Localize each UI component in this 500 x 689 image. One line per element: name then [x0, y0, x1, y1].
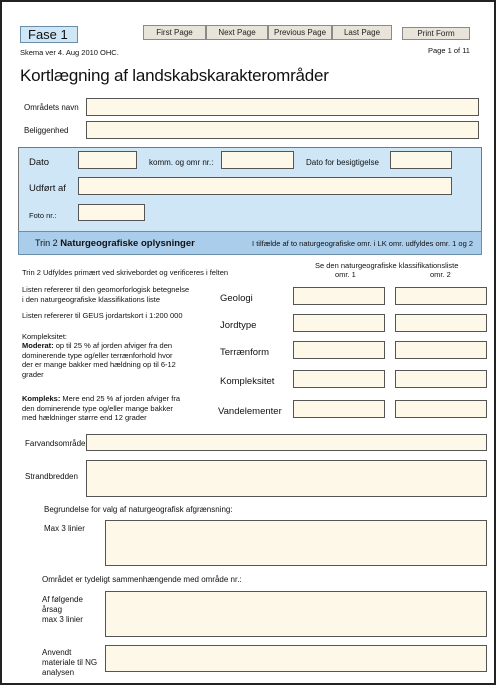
soil-type-label: Jordtype	[220, 320, 257, 331]
registration-panel	[18, 147, 482, 237]
performed-by-field[interactable]	[78, 177, 452, 195]
location-field[interactable]	[86, 121, 479, 139]
water-elements-label: Vandelementer	[218, 406, 282, 417]
area-name-label: Områdets navn	[24, 103, 79, 112]
section-note: I tilfælde af to naturgeografiske omr. i LK omr. udfyldes omr. 1 og 2	[252, 239, 473, 248]
area-name-field[interactable]	[86, 98, 479, 116]
moderate-description	[22, 341, 222, 379]
complexity-heading: Kompleksitet:	[22, 332, 68, 341]
justification-field[interactable]	[105, 520, 487, 566]
first-page-button[interactable]: First Page	[143, 25, 206, 40]
complexity-label: Kompleksitet	[220, 376, 275, 387]
page-title: Kortlægning af landskabskarakterområder	[20, 66, 329, 85]
terrain-form-omr1-field[interactable]	[293, 341, 385, 359]
reason-label	[42, 595, 83, 625]
approval-date-label: Dato for besigtigelse	[306, 158, 379, 167]
section-heading: Naturgeografiske oplysninger	[60, 238, 195, 249]
form-version: Skema ver 4. Aug 2010 OHC.	[20, 48, 119, 57]
justification-heading: Begrundelse for valg af naturgeografisk afgrænsning:	[44, 505, 233, 514]
date-field[interactable]	[78, 151, 137, 169]
performed-by-label: Udført af	[29, 183, 66, 194]
complexity-omr1-field[interactable]	[293, 370, 385, 388]
complex-text-1: Mere end 25 % af jorden afviger fra	[60, 394, 180, 403]
complex-description	[22, 394, 222, 423]
location-label: Beliggenhed	[24, 126, 69, 135]
material-label-3: analysen	[42, 668, 75, 677]
reason-label-2: årsag	[42, 605, 63, 614]
reason-label-3: max 3 linier	[42, 615, 83, 624]
moderate-text-4: grader	[22, 369, 44, 379]
moderate-label: Moderat:	[22, 341, 54, 350]
last-page-button[interactable]: Last Page	[332, 25, 392, 40]
terrain-form-omr2-field[interactable]	[395, 341, 487, 359]
soil-type-omr2-field[interactable]	[395, 314, 487, 332]
section-prefix: Trin 2	[35, 238, 58, 248]
moderate-text-2: dominerende type og/eller terrænforhold hvor	[22, 350, 173, 360]
water-area-label: Farvandsområde	[25, 439, 86, 448]
complex-text-3: med hældninger større end 12 grader	[22, 413, 147, 422]
municipality-label: komm. og omr nr.:	[149, 158, 214, 167]
justification-max-lines: Max 3 linier	[44, 524, 85, 533]
geology-omr1-field[interactable]	[293, 287, 385, 305]
section-header-trin-2	[18, 231, 482, 255]
approval-date-field[interactable]	[390, 151, 452, 169]
connected-area-heading: Området er tydeligt sammenhængende med område nr.:	[42, 575, 242, 584]
water-area-field[interactable]	[86, 434, 487, 451]
next-page-button[interactable]: Next Page	[206, 25, 268, 40]
municipality-field[interactable]	[221, 151, 294, 169]
reason-field[interactable]	[105, 591, 487, 637]
print-form-button[interactable]: Print Form	[402, 27, 470, 40]
material-field[interactable]	[105, 645, 487, 672]
column-omr-2: omr. 2	[430, 270, 451, 279]
complex-text-2: den dominerende type og/eller mange bakker	[22, 403, 173, 413]
complex-label: Kompleks:	[22, 394, 61, 403]
coast-label: Strandbredden	[25, 472, 78, 481]
reason-label-1: Af følgende	[42, 595, 83, 604]
section-title	[35, 238, 195, 249]
material-label	[42, 648, 97, 678]
list-reference-2: i den naturgeografiske klassifikations liste	[22, 295, 160, 304]
material-label-2: materiale til NG	[42, 658, 98, 667]
photo-label: Foto nr.:	[29, 211, 57, 220]
coast-field[interactable]	[86, 460, 487, 497]
date-label: Dato	[29, 157, 50, 168]
water-elements-omr1-field[interactable]	[293, 400, 385, 418]
material-label-1: Anvendt	[42, 648, 72, 657]
soil-type-omr1-field[interactable]	[293, 314, 385, 332]
water-elements-omr2-field[interactable]	[395, 400, 487, 418]
page-count: Page 1 of 11	[428, 46, 470, 55]
terrain-form-label: Terrænform	[220, 347, 270, 358]
column-omr-1: omr. 1	[335, 270, 356, 279]
previous-page-button[interactable]: Previous Page	[268, 25, 332, 40]
phase-label: Fase 1	[20, 26, 78, 43]
geology-label: Geologi	[220, 293, 253, 304]
geus-reference: Listen refererer til GEUS jordartskort i 1:200 000	[22, 311, 183, 320]
photo-field[interactable]	[78, 204, 145, 221]
complexity-omr2-field[interactable]	[395, 370, 487, 388]
geology-omr2-field[interactable]	[395, 287, 487, 305]
list-reference-1: Listen refererer til den geomorforlogisk betegnelse	[22, 285, 190, 294]
classification-heading: Se den naturgeografiske klassifikationsliste	[315, 261, 459, 270]
moderate-text-3: der er mange bakker med hældning op til 6-12	[22, 360, 176, 369]
instruction-line: Trin 2 Udfyldes primært ved skrivebordet og verificeres i felten	[22, 268, 229, 277]
moderate-text-1: op til 25 % af jorden afviger fra den	[53, 341, 173, 350]
